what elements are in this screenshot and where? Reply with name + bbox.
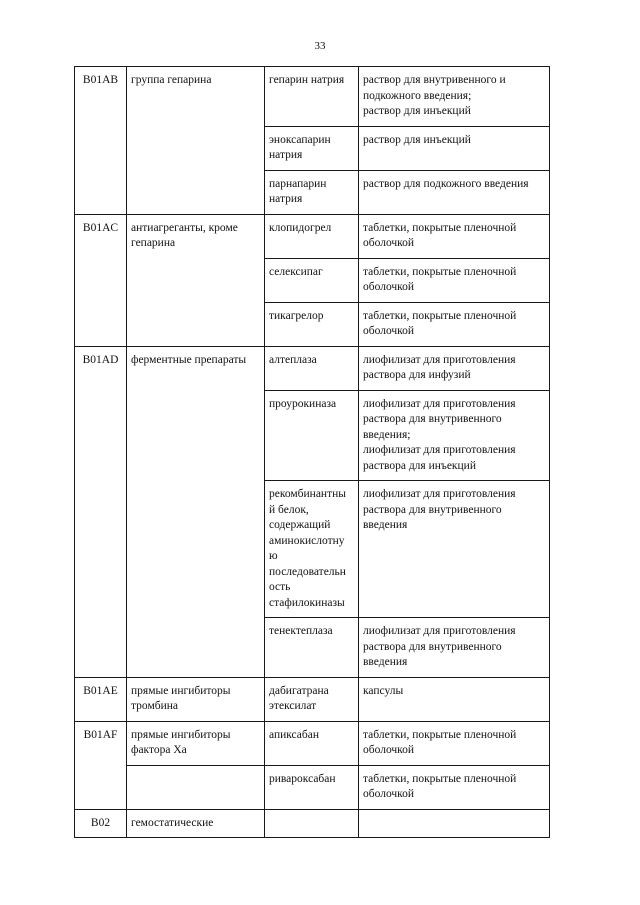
- dosage-form: раствор для инъекций: [359, 126, 550, 170]
- dosage-form: раствор для подкожного введения: [359, 170, 550, 214]
- page-number: 33: [314, 40, 326, 52]
- table-row: [75, 67, 550, 127]
- dosage-form: таблетки, покрытые пленочной оболочкой: [359, 302, 550, 346]
- drug-name: апиксабан: [265, 721, 359, 765]
- group-name-empty: [127, 765, 265, 809]
- atc-code: B01AF: [75, 721, 127, 809]
- drug-name: клопидогрел: [265, 214, 359, 258]
- dosage-form: [359, 809, 550, 838]
- drug-name: ривароксабан: [265, 765, 359, 809]
- dosage-form: лиофилизат для приготовления раствора для внутривенного введения; лиофилизат для приготовления раствора для инъекций: [359, 390, 550, 481]
- drug-name: парнапарин натрия: [265, 170, 359, 214]
- dosage-form: капсулы: [359, 677, 550, 721]
- drug-name: гепарин натрия: [265, 67, 359, 127]
- dosage-form: таблетки, покрытые пленочной оболочкой: [359, 258, 550, 302]
- drug-classification-table: [74, 66, 550, 838]
- dosage-form: таблетки, покрытые пленочной оболочкой: [359, 721, 550, 765]
- group-name: прямые ингибиторы тромбина: [127, 677, 265, 721]
- drug-name: селексипаг: [265, 258, 359, 302]
- group-name: антиагреганты, кроме гепарина: [127, 214, 265, 346]
- atc-code: B01AE: [75, 677, 127, 721]
- table-row: [75, 346, 550, 390]
- dosage-form: таблетки, покрытые пленочной оболочкой: [359, 214, 550, 258]
- group-name: прямые ингибиторы фактора Ха: [127, 721, 265, 765]
- table-row: [75, 214, 550, 258]
- dosage-form: лиофилизат для приготовления раствора для внутривенного введения: [359, 481, 550, 618]
- atc-code: B01AC: [75, 214, 127, 346]
- drug-name: алтеплаза: [265, 346, 359, 390]
- table-row: [75, 765, 550, 809]
- table-row: [75, 677, 550, 721]
- drug-name: эноксапарин натрия: [265, 126, 359, 170]
- drug-name: рекомбинантны й белок, содержащий аминокислотну ю последовательн ость стафилокиназы: [265, 481, 359, 618]
- drug-name: тикагрелор: [265, 302, 359, 346]
- atc-code: B01AD: [75, 346, 127, 677]
- atc-code: B01AB: [75, 67, 127, 215]
- table-row: [75, 721, 550, 765]
- drug-name: дабигатрана этексилат: [265, 677, 359, 721]
- dosage-form: таблетки, покрытые пленочной оболочкой: [359, 765, 550, 809]
- drug-name: [265, 809, 359, 838]
- dosage-form: раствор для внутривенного и подкожного введения; раствор для инъекций: [359, 67, 550, 127]
- atc-code: B02: [75, 809, 127, 838]
- table-row: [75, 809, 550, 838]
- group-name: гемостатические: [127, 809, 265, 838]
- dosage-form: лиофилизат для приготовления раствора для инфузий: [359, 346, 550, 390]
- drug-name: проурокиназа: [265, 390, 359, 481]
- group-name: ферментные препараты: [127, 346, 265, 677]
- dosage-form: лиофилизат для приготовления раствора для внутривенного введения: [359, 618, 550, 678]
- group-name: группа гепарина: [127, 67, 265, 215]
- drug-name: тенектеплаза: [265, 618, 359, 678]
